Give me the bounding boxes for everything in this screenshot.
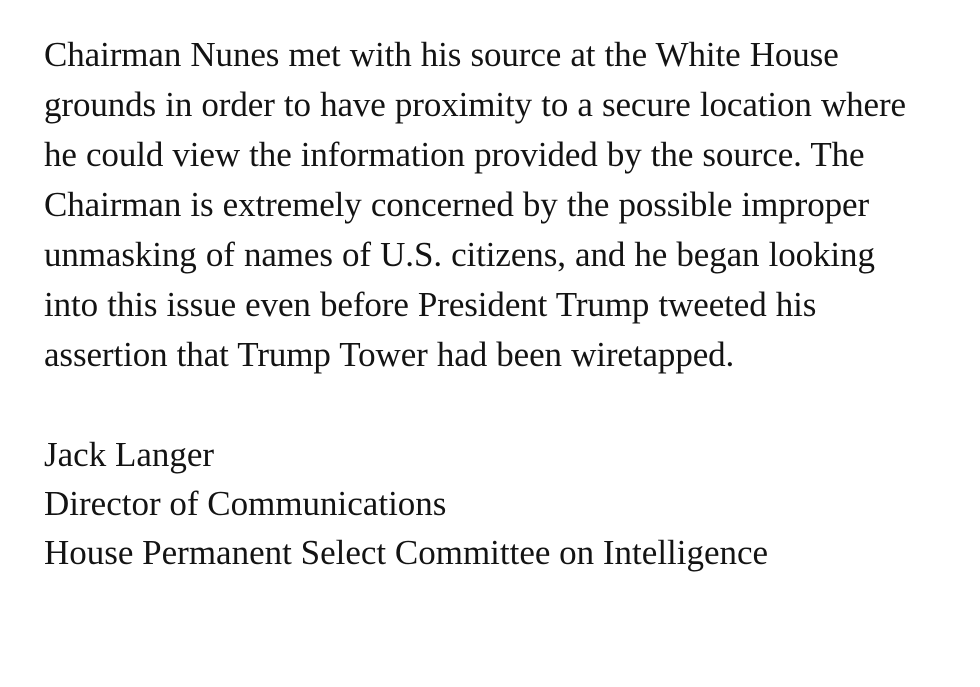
statement-paragraph: Chairman Nunes met with his source at the White House grounds in order to have proximity to a secure location where he could view the information provided by the source. The Chairman is extremely concerned by the possible improper unmasking of names of U.S. citizens, and he began looking into this issue even before President Trump tweeted his assertion that Trump Tower had been wiretapped. xyxy=(44,35,916,374)
signature-name: Jack Langer xyxy=(44,435,215,474)
signature-title: Director of Communications xyxy=(44,484,447,523)
signature-block xyxy=(44,430,936,577)
signature-organization: House Permanent Select Committee on Intelligence xyxy=(44,533,769,572)
